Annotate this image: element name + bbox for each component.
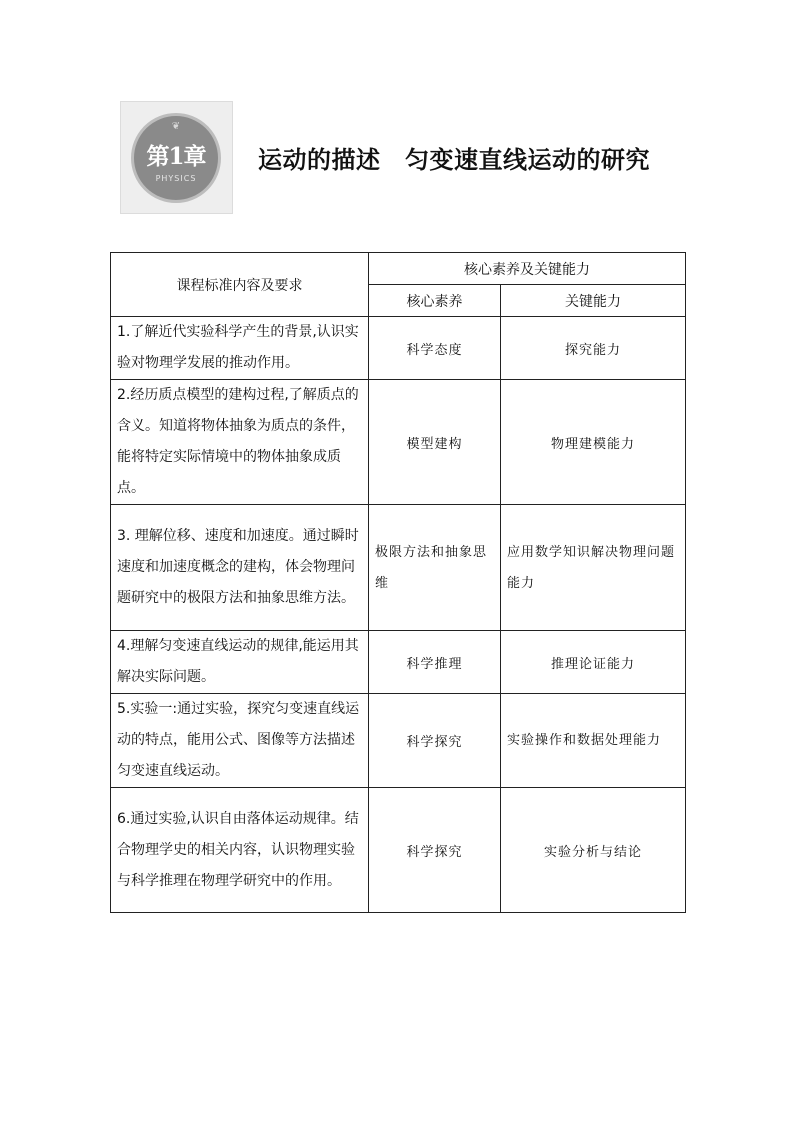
table-row	[111, 505, 686, 631]
header-row	[111, 253, 686, 285]
ability-cell: 实验操作和数据处理能力	[501, 694, 686, 788]
header-requirements: 课程标准内容及要求	[111, 253, 369, 317]
chapter-badge	[120, 101, 233, 214]
table-row	[111, 788, 686, 913]
table-row	[111, 317, 686, 380]
ability-cell: 推理论证能力	[501, 631, 686, 694]
ability-cell: 实验分析与结论	[501, 788, 686, 913]
ability-cell: 应用数学知识解决物理问题能力	[501, 505, 686, 631]
requirement-cell: 1.了解近代实验科学产生的背景,认识实验对物理学发展的推动作用。	[111, 317, 369, 380]
requirement-cell: 3. 理解位移、速度和加速度。通过瞬时速度和加速度概念的建构，体会物理问题研究中的极限方法和抽象思维方法。	[111, 505, 369, 631]
chapter-badge-circle	[131, 113, 221, 203]
requirement-cell: 6.通过实验,认识自由落体运动规律。结合物理学史的相关内容，认识物理实验与科学推理在物理学研究中的作用。	[111, 788, 369, 913]
table-row	[111, 694, 686, 788]
requirement-cell: 5.实验一:通过实验，探究匀变速直线运动的特点，能用公式、图像等方法描述匀变速直线运动。	[111, 694, 369, 788]
ornament-icon: ❦	[171, 121, 181, 132]
header-ability: 关键能力	[501, 285, 686, 317]
core-cell: 科学探究	[369, 788, 501, 913]
chapter-label: 第1章	[146, 143, 206, 170]
requirement-cell: 2.经历质点模型的建构过程,了解质点的含义。知道将物体抽象为质点的条件，能将特定实际情境中的物体抽象成质点。	[111, 380, 369, 505]
header-core: 核心素养	[369, 285, 501, 317]
table-row	[111, 631, 686, 694]
table-row	[111, 380, 686, 505]
ability-cell: 探究能力	[501, 317, 686, 380]
curriculum-table	[110, 252, 686, 913]
header-group: 核心素养及关键能力	[369, 253, 686, 285]
core-cell: 科学推理	[369, 631, 501, 694]
chapter-title: 运动的描述 匀变速直线运动的研究	[258, 145, 650, 174]
badge-subtitle: PHYSICS	[155, 174, 197, 183]
core-cell: 极限方法和抽象思维	[369, 505, 501, 631]
ability-cell: 物理建模能力	[501, 380, 686, 505]
core-cell: 科学态度	[369, 317, 501, 380]
core-cell: 模型建构	[369, 380, 501, 505]
requirement-cell: 4.理解匀变速直线运动的规律,能运用其解决实际问题。	[111, 631, 369, 694]
core-cell: 科学探究	[369, 694, 501, 788]
